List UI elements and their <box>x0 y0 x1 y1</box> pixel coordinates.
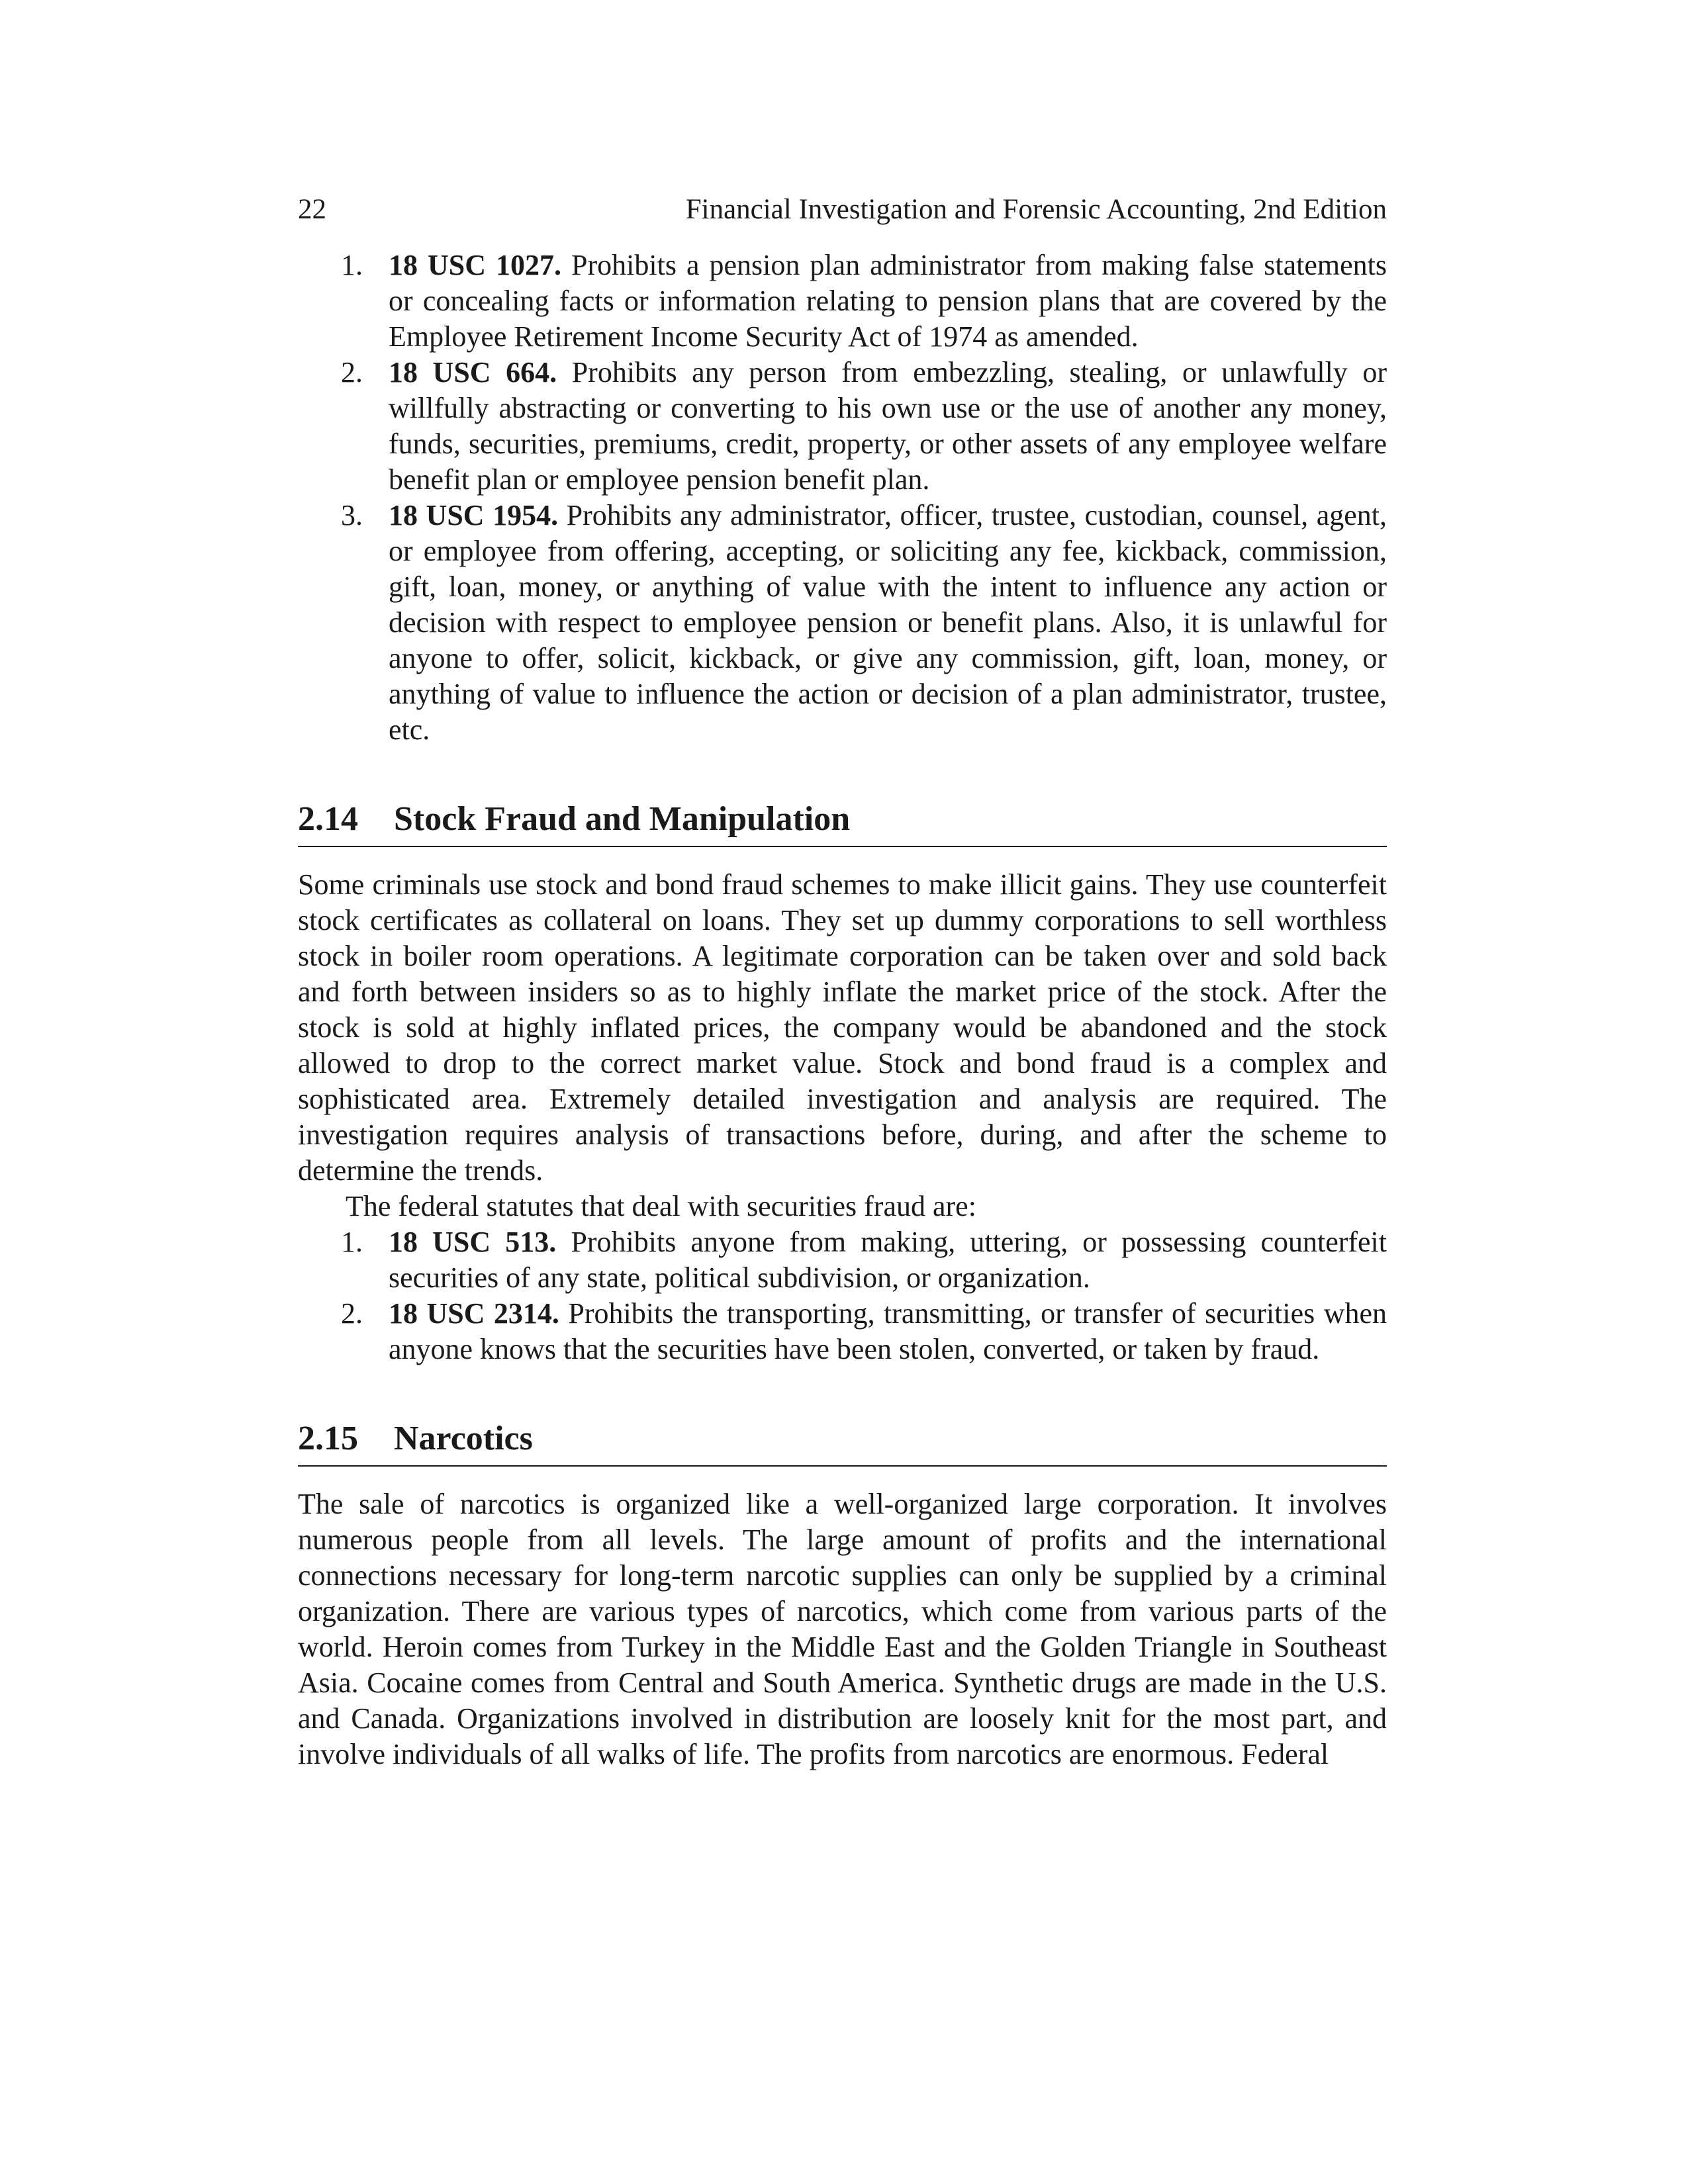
list-number: 1. <box>341 249 363 281</box>
pension-statutes-list <box>298 248 1387 748</box>
statute-citation: 18 USC 2314. <box>389 1297 559 1330</box>
section-number: 2.15 <box>298 1420 358 1457</box>
section-heading <box>298 799 1387 847</box>
statute-text: Prohibits anyone from making, uttering, or possessing counterfeit securities of any state, political subdivision, or organization. <box>389 1226 1387 1294</box>
statute-text: Prohibits a pension plan administrator from making false statements or concealing facts or information relating to pension plans that are covered by the Employee Retirement Income Security Act of 1974 as amended. <box>389 249 1387 353</box>
list-item <box>341 355 1387 498</box>
section-heading <box>298 1419 1387 1467</box>
body-paragraph: The sale of narcotics is organized like a well-organized large corporation. It involves numerous people from all levels. The large amount of profits and the international connections necessary for long-term narcotic supplies can only be supplied by a criminal organization. There are various types of narcotics, which come from various parts of the world. Heroin comes from Turkey in the Middle East and the Golden Triangle in Southeast Asia. Cocaine comes from Central and South America. Synthetic drugs are made in the U.S. and Canada. Organizations involved in distribution are loosely knit for the most part, and involve individuals of all walks of life. The profits from narcotics are enormous. Federal <box>298 1488 1387 1770</box>
section-narcotics <box>298 1419 1387 1772</box>
statute-text: Prohibits the transporting, transmitting, or transfer of securities when anyone knows that the securities have been stolen, converted, or taken by fraud. <box>389 1297 1387 1365</box>
section-title: Stock Fraud and Manipulation <box>394 800 851 838</box>
list-item <box>341 1224 1387 1296</box>
page-number: 22 <box>298 194 326 225</box>
statute-citation: 18 USC 1954. <box>389 499 559 531</box>
running-head <box>298 192 1387 228</box>
list-number: 1. <box>341 1226 363 1258</box>
list-item <box>341 248 1387 355</box>
list-number: 2. <box>341 356 363 388</box>
statute-text: Prohibits any administrator, officer, trustee, custodian, counsel, agent, or employee from offering, accepting, or soliciting any fee, kickback, commission, gift, loan, money, or anything of value with the intent to influence any action or decision with respect to employee pension or benefit plans. Also, it is unlawful for anyone to offer, solicit, kickback, or give any commission, gift, loan, money, or anything of value to influence the action or decision of a plan administrator, trustee, etc. <box>389 499 1387 746</box>
section-stock-fraud <box>298 799 1387 1367</box>
statute-citation: 18 USC 1027. <box>389 249 562 281</box>
book-page <box>298 192 1387 1772</box>
list-item <box>341 1296 1387 1367</box>
book-title: Financial Investigation and Forensic Accounting, 2nd Edition <box>685 194 1387 225</box>
section-title: Narcotics <box>394 1420 533 1457</box>
list-number: 2. <box>341 1297 363 1330</box>
statute-text: Prohibits any person from embezzling, stealing, or unlawfully or willfully abstracting or converting to his own use or the use of another any money, funds, securities, premiums, credit, property, or other assets of any employee welfare benefit plan or employee pension benefit plan. <box>389 356 1387 496</box>
list-item <box>341 498 1387 748</box>
body-paragraph: Some criminals use stock and bond fraud schemes to make illicit gains. They use counterfeit stock certificates as collateral on loans. They set up dummy corporations to sell worthless stock in boiler room operations. A legitimate corporation can be taken over and sold back and forth between insiders so as to highly inflate the market price of the stock. After the stock is sold at highly inflated prices, the company would be abandoned and the stock allowed to drop to the correct market value. Stock and bond fraud is a complex and sophisticated area. Extremely detailed investigation and analysis are required. The investigation requires analysis of transactions before, during, and after the scheme to determine the trends. <box>298 868 1387 1187</box>
statute-citation: 18 USC 513. <box>389 1226 557 1258</box>
statute-citation: 18 USC 664. <box>389 356 557 388</box>
list-number: 3. <box>341 499 363 531</box>
body-paragraph: The federal statutes that deal with securities fraud are: <box>346 1190 976 1222</box>
securities-statutes-list <box>298 1224 1387 1367</box>
section-number: 2.14 <box>298 800 358 838</box>
